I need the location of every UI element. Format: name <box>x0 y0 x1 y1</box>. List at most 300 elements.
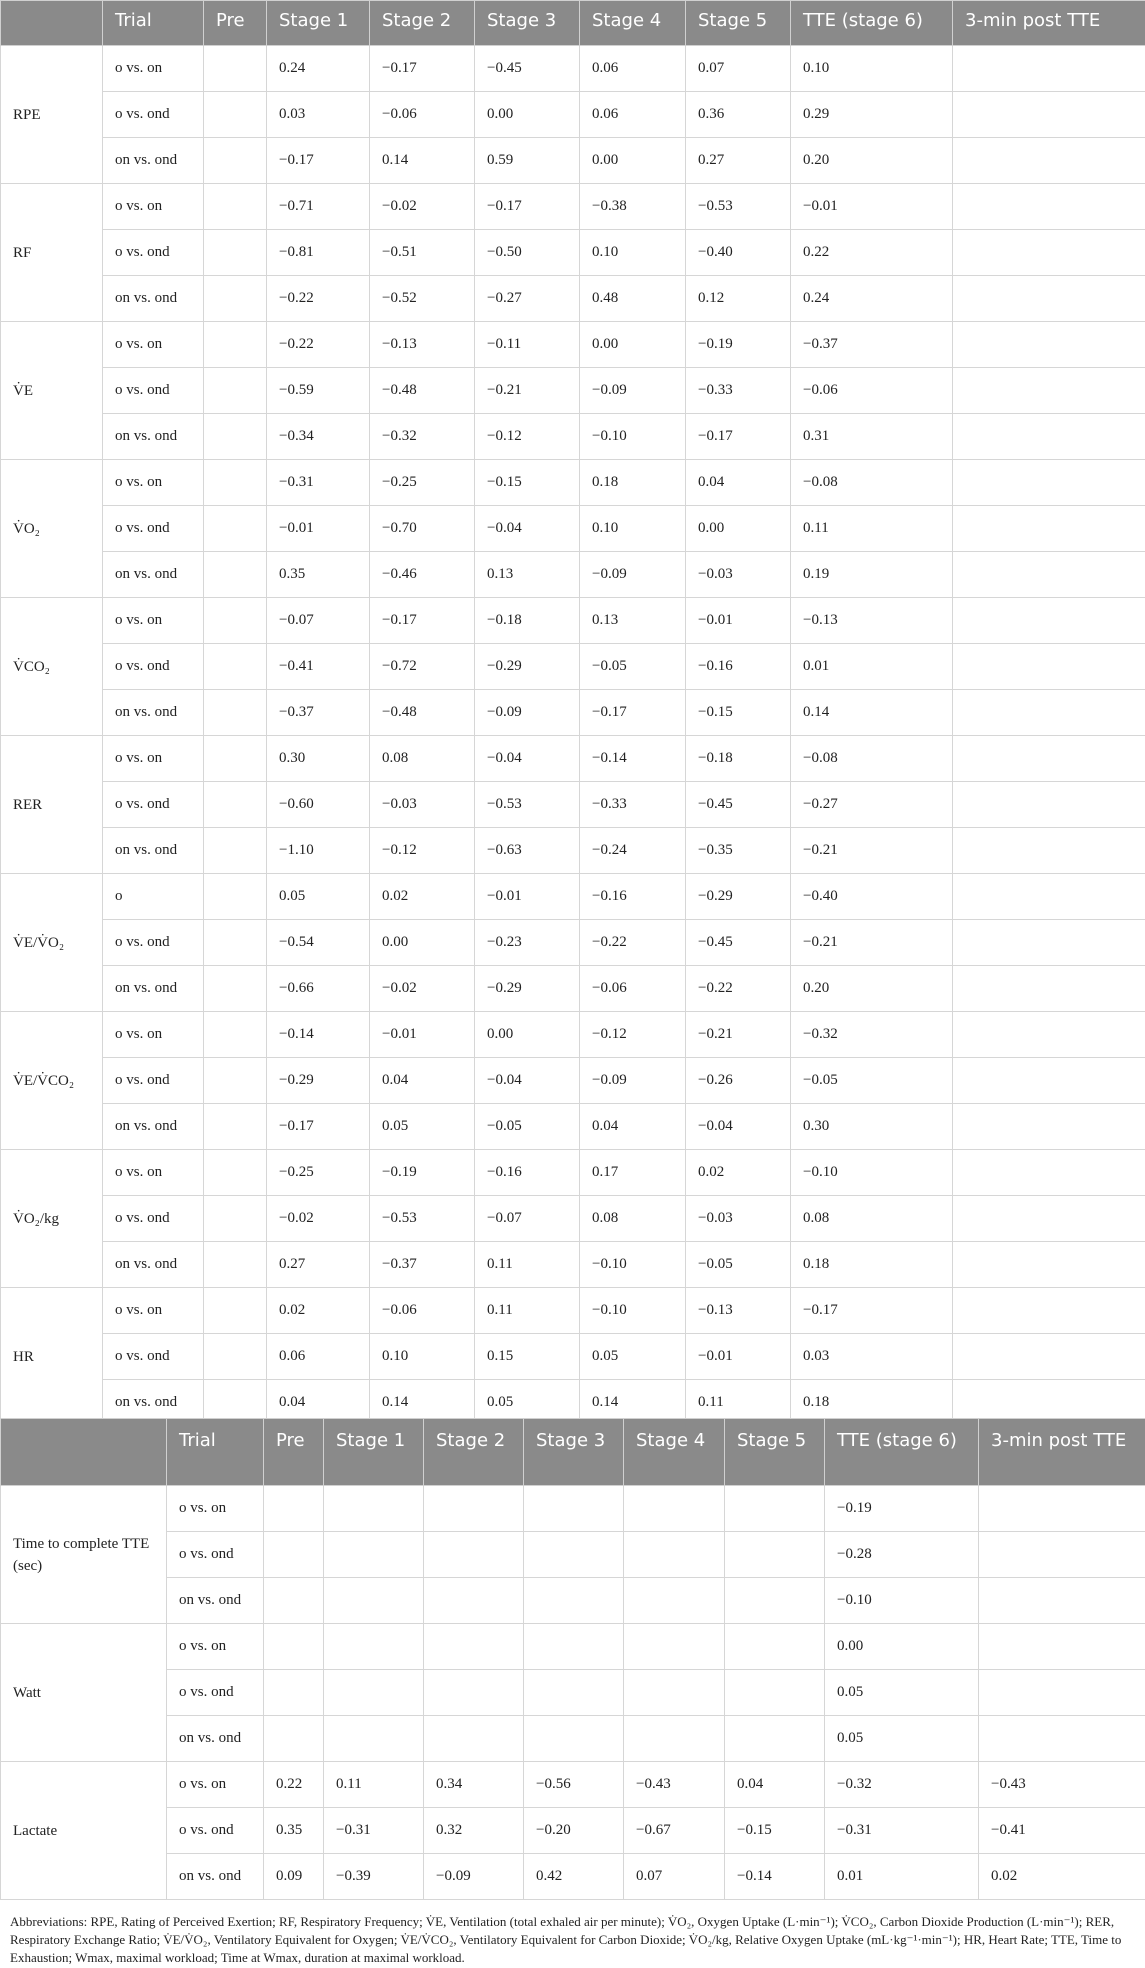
value-cell: −0.53 <box>686 184 791 230</box>
variable-label: Lactate <box>1 1762 167 1900</box>
value-cell: 0.00 <box>370 920 475 966</box>
value-cell: −0.29 <box>475 644 580 690</box>
value-cell <box>953 690 1145 736</box>
value-cell <box>204 414 267 460</box>
table-row <box>1 690 1145 736</box>
value-cell <box>953 598 1145 644</box>
variable-label: V̇E/V̇O₂ <box>1 874 103 1012</box>
table-row <box>1 782 1145 828</box>
value-cell <box>204 690 267 736</box>
value-cell <box>264 1716 324 1762</box>
value-cell <box>953 1058 1145 1104</box>
value-cell <box>204 1196 267 1242</box>
column-header <box>1 1 103 46</box>
value-cell: −0.17 <box>370 598 475 644</box>
value-cell <box>204 782 267 828</box>
column-header: Pre <box>264 1419 324 1486</box>
trial-cell: o vs. ond <box>167 1670 264 1716</box>
table-row <box>1 138 1145 184</box>
value-cell: −0.33 <box>686 368 791 414</box>
value-cell: −0.21 <box>475 368 580 414</box>
value-cell <box>953 782 1145 828</box>
value-cell: 0.00 <box>475 92 580 138</box>
value-cell: −0.22 <box>267 276 370 322</box>
trial-cell: on vs. ond <box>103 138 204 184</box>
value-cell: −0.01 <box>267 506 370 552</box>
value-cell: −0.52 <box>370 276 475 322</box>
trial-cell: o vs. ond <box>167 1808 264 1854</box>
value-cell <box>979 1624 1145 1670</box>
value-cell: −0.10 <box>580 1242 686 1288</box>
value-cell: −0.54 <box>267 920 370 966</box>
table-row <box>1 276 1145 322</box>
value-cell: −0.16 <box>686 644 791 690</box>
trial-cell: o vs. on <box>103 184 204 230</box>
value-cell <box>264 1624 324 1670</box>
value-cell: −0.25 <box>267 1150 370 1196</box>
value-cell: −0.14 <box>267 1012 370 1058</box>
value-cell: −0.45 <box>475 46 580 92</box>
value-cell: 0.02 <box>686 1150 791 1196</box>
value-cell: 0.04 <box>686 460 791 506</box>
value-cell: −0.21 <box>791 920 953 966</box>
value-cell <box>624 1670 725 1716</box>
value-cell <box>624 1624 725 1670</box>
trial-cell: o <box>103 874 204 920</box>
value-cell <box>204 552 267 598</box>
value-cell: −0.23 <box>475 920 580 966</box>
value-cell: −0.15 <box>686 690 791 736</box>
value-cell: −0.12 <box>475 414 580 460</box>
value-cell: −0.03 <box>370 782 475 828</box>
value-cell <box>979 1486 1145 1532</box>
value-cell <box>979 1532 1145 1578</box>
value-cell: −0.53 <box>475 782 580 828</box>
value-cell: −0.60 <box>267 782 370 828</box>
value-cell <box>324 1578 424 1624</box>
value-cell: −0.18 <box>475 598 580 644</box>
value-cell <box>264 1486 324 1532</box>
value-cell: 0.59 <box>475 138 580 184</box>
value-cell: −0.16 <box>580 874 686 920</box>
value-cell: 0.06 <box>580 46 686 92</box>
value-cell: −0.20 <box>524 1808 624 1854</box>
value-cell <box>204 828 267 874</box>
value-cell <box>624 1532 725 1578</box>
value-cell <box>204 1012 267 1058</box>
value-cell <box>204 1288 267 1334</box>
value-cell: −0.09 <box>424 1854 524 1900</box>
value-cell: −0.22 <box>580 920 686 966</box>
column-header: 3-min post TTE <box>953 1 1145 46</box>
table-row <box>1 920 1145 966</box>
value-cell: 0.05 <box>475 1380 580 1426</box>
value-cell <box>204 92 267 138</box>
value-cell: −0.59 <box>267 368 370 414</box>
value-cell <box>424 1670 524 1716</box>
value-cell: 0.00 <box>475 1012 580 1058</box>
table-row <box>1 92 1145 138</box>
value-cell <box>204 1334 267 1380</box>
value-cell: 0.04 <box>267 1380 370 1426</box>
value-cell: −0.41 <box>267 644 370 690</box>
value-cell: 0.01 <box>825 1854 979 1900</box>
value-cell: −0.04 <box>475 506 580 552</box>
value-cell: 0.27 <box>267 1242 370 1288</box>
value-cell: 0.14 <box>580 1380 686 1426</box>
value-cell: 0.08 <box>791 1196 953 1242</box>
column-header: Stage 2 <box>370 1 475 46</box>
value-cell: 0.30 <box>791 1104 953 1150</box>
value-cell: −0.09 <box>580 368 686 414</box>
value-cell: 0.10 <box>580 230 686 276</box>
trial-cell: o vs. ond <box>103 230 204 276</box>
value-cell <box>204 322 267 368</box>
value-cell: 0.14 <box>791 690 953 736</box>
value-cell: 0.20 <box>791 966 953 1012</box>
value-cell: −0.05 <box>475 1104 580 1150</box>
value-cell: 0.06 <box>580 92 686 138</box>
trial-cell: o vs. ond <box>103 782 204 828</box>
table-row <box>1 1334 1145 1380</box>
value-cell <box>953 552 1145 598</box>
column-header: Pre <box>204 1 267 46</box>
column-header: Trial <box>167 1419 264 1486</box>
value-cell: 0.20 <box>791 138 953 184</box>
value-cell: −0.38 <box>580 184 686 230</box>
table-row <box>1 966 1145 1012</box>
value-cell: 0.18 <box>580 460 686 506</box>
value-cell: −0.14 <box>725 1854 825 1900</box>
trial-cell: o vs. on <box>103 736 204 782</box>
value-cell: −0.29 <box>686 874 791 920</box>
value-cell <box>524 1486 624 1532</box>
column-header: Stage 4 <box>580 1 686 46</box>
value-cell: −0.39 <box>324 1854 424 1900</box>
value-cell: 0.05 <box>267 874 370 920</box>
value-cell: −0.48 <box>370 368 475 414</box>
table-row <box>1 644 1145 690</box>
value-cell: 0.07 <box>624 1854 725 1900</box>
value-cell: −0.17 <box>475 184 580 230</box>
value-cell: 0.02 <box>979 1854 1145 1900</box>
table-row <box>1 1762 1145 1808</box>
value-cell: −0.11 <box>475 322 580 368</box>
value-cell: 0.14 <box>370 138 475 184</box>
value-cell <box>953 736 1145 782</box>
value-cell: 0.14 <box>370 1380 475 1426</box>
table-2-body <box>1 1486 1145 1900</box>
value-cell: −0.31 <box>267 460 370 506</box>
value-cell <box>953 1150 1145 1196</box>
value-cell: −0.06 <box>791 368 953 414</box>
value-cell <box>204 506 267 552</box>
column-header: Stage 1 <box>324 1419 424 1486</box>
value-cell: −0.01 <box>791 184 953 230</box>
column-header: Stage 3 <box>475 1 580 46</box>
table-1-body <box>1 46 1145 1426</box>
table-row <box>1 1624 1145 1670</box>
value-cell: −0.10 <box>791 1150 953 1196</box>
trial-cell: o vs. on <box>103 322 204 368</box>
value-cell: −0.31 <box>324 1808 424 1854</box>
value-cell <box>725 1578 825 1624</box>
trial-cell: o vs. ond <box>103 1196 204 1242</box>
table-row <box>1 46 1145 92</box>
value-cell: 0.34 <box>424 1762 524 1808</box>
value-cell: −1.10 <box>267 828 370 874</box>
value-cell <box>204 598 267 644</box>
value-cell <box>953 184 1145 230</box>
value-cell: −0.48 <box>370 690 475 736</box>
value-cell <box>953 276 1145 322</box>
table-row <box>1 736 1145 782</box>
table-row <box>1 1058 1145 1104</box>
value-cell: −0.17 <box>267 1104 370 1150</box>
value-cell <box>953 1196 1145 1242</box>
trial-cell: on vs. ond <box>103 690 204 736</box>
value-cell: 0.27 <box>686 138 791 184</box>
value-cell: −0.04 <box>475 1058 580 1104</box>
variable-label: RER <box>1 736 103 874</box>
trial-cell: o vs. ond <box>103 1058 204 1104</box>
value-cell: 0.31 <box>791 414 953 460</box>
column-header: Trial <box>103 1 204 46</box>
value-cell: 0.04 <box>580 1104 686 1150</box>
value-cell <box>204 1242 267 1288</box>
value-cell: −0.29 <box>475 966 580 1012</box>
value-cell <box>953 230 1145 276</box>
value-cell <box>953 1288 1145 1334</box>
trial-cell: on vs. ond <box>103 552 204 598</box>
table-1-header-row <box>1 1 1145 46</box>
value-cell: 0.05 <box>370 1104 475 1150</box>
value-cell: 0.07 <box>686 46 791 92</box>
value-cell: −0.67 <box>624 1808 725 1854</box>
value-cell <box>324 1486 424 1532</box>
value-cell: −0.43 <box>979 1762 1145 1808</box>
trial-cell: o vs. on <box>103 460 204 506</box>
value-cell: 0.00 <box>580 322 686 368</box>
value-cell: −0.17 <box>267 138 370 184</box>
value-cell: 0.00 <box>580 138 686 184</box>
value-cell <box>204 874 267 920</box>
value-cell: 0.19 <box>791 552 953 598</box>
value-cell: 0.22 <box>264 1762 324 1808</box>
trial-cell: o vs. ond <box>103 368 204 414</box>
value-cell: −0.21 <box>791 828 953 874</box>
table-row <box>1 1012 1145 1058</box>
value-cell: 0.11 <box>324 1762 424 1808</box>
value-cell: −0.17 <box>686 414 791 460</box>
value-cell: 0.18 <box>791 1242 953 1288</box>
value-cell: 0.03 <box>267 92 370 138</box>
value-cell: −0.66 <box>267 966 370 1012</box>
value-cell <box>524 1578 624 1624</box>
value-cell: −0.71 <box>267 184 370 230</box>
value-cell: −0.13 <box>370 322 475 368</box>
value-cell: 0.10 <box>791 46 953 92</box>
value-cell: −0.72 <box>370 644 475 690</box>
value-cell: −0.13 <box>686 1288 791 1334</box>
value-cell: 0.05 <box>580 1334 686 1380</box>
value-cell: −0.09 <box>475 690 580 736</box>
trial-cell: on vs. ond <box>103 966 204 1012</box>
value-cell: −0.17 <box>791 1288 953 1334</box>
trial-cell: o vs. ond <box>103 920 204 966</box>
trial-cell: on vs. ond <box>167 1716 264 1762</box>
value-cell: −0.41 <box>979 1808 1145 1854</box>
value-cell <box>324 1532 424 1578</box>
value-cell: 0.11 <box>791 506 953 552</box>
effect-size-table-2 <box>0 1418 1145 1900</box>
value-cell: −0.63 <box>475 828 580 874</box>
value-cell <box>953 506 1145 552</box>
value-cell: −0.45 <box>686 782 791 828</box>
trial-cell: on vs. ond <box>103 828 204 874</box>
value-cell: 0.00 <box>825 1624 979 1670</box>
value-cell <box>204 736 267 782</box>
value-cell: −0.33 <box>580 782 686 828</box>
value-cell: −0.27 <box>791 782 953 828</box>
variable-label: Time to complete TTE (sec) <box>1 1486 167 1624</box>
value-cell: 0.09 <box>264 1854 324 1900</box>
variable-label: Watt <box>1 1624 167 1762</box>
table-row <box>1 1486 1145 1532</box>
value-cell <box>524 1716 624 1762</box>
value-cell: −0.37 <box>267 690 370 736</box>
value-cell: −0.40 <box>686 230 791 276</box>
table-row <box>1 368 1145 414</box>
value-cell: 0.30 <box>267 736 370 782</box>
trial-cell: o vs. ond <box>103 644 204 690</box>
value-cell <box>979 1670 1145 1716</box>
value-cell: −0.04 <box>475 736 580 782</box>
trial-cell: o vs. on <box>167 1624 264 1670</box>
value-cell <box>624 1486 725 1532</box>
value-cell: 0.17 <box>580 1150 686 1196</box>
value-cell: 0.04 <box>370 1058 475 1104</box>
value-cell: −0.10 <box>580 1288 686 1334</box>
table-row <box>1 414 1145 460</box>
value-cell: −0.07 <box>475 1196 580 1242</box>
value-cell <box>204 1058 267 1104</box>
value-cell <box>204 138 267 184</box>
value-cell: −0.45 <box>686 920 791 966</box>
value-cell: −0.04 <box>686 1104 791 1150</box>
value-cell <box>324 1716 424 1762</box>
value-cell <box>979 1578 1145 1624</box>
value-cell: −0.19 <box>825 1486 979 1532</box>
trial-cell: on vs. ond <box>167 1854 264 1900</box>
value-cell: −0.40 <box>791 874 953 920</box>
value-cell: 0.22 <box>791 230 953 276</box>
value-cell: −0.43 <box>624 1762 725 1808</box>
variable-label: V̇CO₂ <box>1 598 103 736</box>
variable-label: V̇O₂ <box>1 460 103 598</box>
table-row <box>1 1196 1145 1242</box>
value-cell: −0.01 <box>686 598 791 644</box>
value-cell <box>953 92 1145 138</box>
value-cell: −0.09 <box>580 1058 686 1104</box>
value-cell: 0.24 <box>267 46 370 92</box>
value-cell <box>264 1578 324 1624</box>
value-cell <box>725 1716 825 1762</box>
value-cell: −0.35 <box>686 828 791 874</box>
value-cell <box>725 1532 825 1578</box>
abbreviations-footnote: Abbreviations: RPE, Rating of Perceived Exertion; RF, Respiratory Frequency; V̇E, Ventilation (total exhaled air per minute); V̇O₂, Oxygen Uptake (L·min⁻¹); V̇CO₂, Carbon Dioxide Production (L·min⁻¹); RER, Respiratory Exchange Ratio; V̇E/V̇O₂, Ventilatory Equivalent for Oxygen; V̇E/V̇CO₂, Ventilatory Equivalent for Carbon Dioxide; V̇O₂/kg, Relative Oxygen Uptake (mL·kg⁻¹·min⁻¹); HR, Heart Rate; TTE, Time to Exhaustion; Wmax, maximal workload; Time at Wmax, duration at maximal workload. <box>10 1914 1122 1965</box>
value-cell: 0.29 <box>791 92 953 138</box>
value-cell <box>953 1334 1145 1380</box>
trial-cell: on vs. ond <box>103 1104 204 1150</box>
value-cell <box>725 1486 825 1532</box>
value-cell: 0.48 <box>580 276 686 322</box>
value-cell <box>204 966 267 1012</box>
value-cell <box>953 1012 1145 1058</box>
value-cell <box>204 230 267 276</box>
value-cell <box>424 1578 524 1624</box>
table-row <box>1 460 1145 506</box>
value-cell: −0.15 <box>725 1808 825 1854</box>
value-cell <box>264 1532 324 1578</box>
value-cell: −0.18 <box>686 736 791 782</box>
value-cell: −0.02 <box>370 184 475 230</box>
value-cell: 0.00 <box>686 506 791 552</box>
trial-cell: o vs. ond <box>103 506 204 552</box>
value-cell <box>953 874 1145 920</box>
value-cell <box>979 1716 1145 1762</box>
value-cell: −0.08 <box>791 736 953 782</box>
value-cell <box>953 368 1145 414</box>
value-cell <box>953 138 1145 184</box>
value-cell: −0.03 <box>686 552 791 598</box>
column-header: TTE (stage 6) <box>791 1 953 46</box>
value-cell <box>725 1670 825 1716</box>
value-cell: −0.26 <box>686 1058 791 1104</box>
value-cell: −0.03 <box>686 1196 791 1242</box>
value-cell <box>524 1670 624 1716</box>
value-cell: −0.28 <box>825 1532 979 1578</box>
variable-label: V̇E <box>1 322 103 460</box>
value-cell: 0.13 <box>475 552 580 598</box>
value-cell: −0.07 <box>267 598 370 644</box>
value-cell: −0.70 <box>370 506 475 552</box>
value-cell: 0.10 <box>370 1334 475 1380</box>
value-cell <box>624 1716 725 1762</box>
table-row <box>1 1532 1145 1578</box>
value-cell: −0.19 <box>370 1150 475 1196</box>
variable-label: V̇E/V̇CO₂ <box>1 1012 103 1150</box>
value-cell: 0.13 <box>580 598 686 644</box>
value-cell: −0.02 <box>267 1196 370 1242</box>
value-cell: −0.10 <box>580 414 686 460</box>
value-cell: −0.37 <box>370 1242 475 1288</box>
value-cell: 0.11 <box>475 1288 580 1334</box>
trial-cell: o vs. on <box>167 1762 264 1808</box>
trial-cell: o vs. on <box>167 1486 264 1532</box>
table-row <box>1 1854 1145 1900</box>
column-header: Stage 1 <box>267 1 370 46</box>
value-cell: 0.10 <box>580 506 686 552</box>
variable-label: RF <box>1 184 103 322</box>
value-cell: −0.05 <box>686 1242 791 1288</box>
value-cell: 0.18 <box>791 1380 953 1426</box>
value-cell: −0.19 <box>686 322 791 368</box>
value-cell <box>524 1624 624 1670</box>
trial-cell: o vs. on <box>103 1012 204 1058</box>
value-cell: −0.56 <box>524 1762 624 1808</box>
table-row <box>1 230 1145 276</box>
